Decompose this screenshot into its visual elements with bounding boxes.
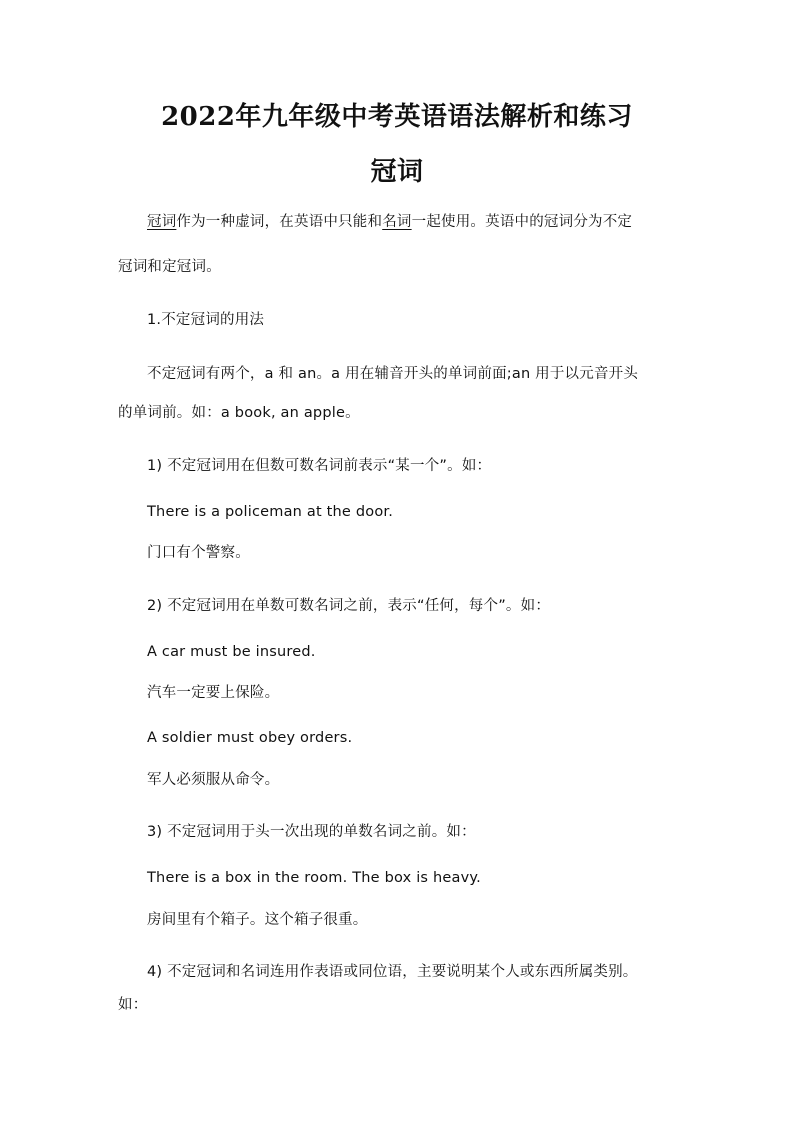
example-3-chinese: 房间里有个箱子。这个箱子很重。 (147, 912, 368, 928)
document-subtitle: 冠词 (370, 157, 424, 187)
example-2b-chinese: 军人必须服从命令。 (147, 772, 280, 788)
rule-1: 1) 不定冠词用在但数可数名词前表示“某一个”。如： (147, 458, 492, 474)
intro-segment-2: 一起使用。英语中的冠词分为不定 (411, 214, 633, 230)
rule-2: 2) 不定冠词用在单数可数名词之前，表示“任何，每个”。如： (147, 598, 551, 614)
section-heading: 1.不定冠词的用法 (147, 312, 265, 328)
example-2a-english: A car must be insured. (147, 644, 316, 660)
example-1-chinese: 门口有个警察。 (147, 545, 250, 561)
intro-segment-1: 作为一种虚词，在英语中只能和 (176, 214, 383, 230)
intro-line-1 (147, 212, 632, 232)
example-2b-english: A soldier must obey orders. (147, 730, 353, 746)
intro-line-2: 冠词和定冠词。 (118, 259, 221, 275)
rule-4-line-2: 如： (118, 997, 148, 1013)
paragraph-line-2: 的单词前。如：a book, an apple。 (118, 405, 360, 421)
paragraph-line-1: 不定冠词有两个，a 和 an。a 用在辅音开头的单词前面;an 用于以元音开头 (147, 366, 639, 382)
intro-term-noun: 名词 (382, 214, 412, 230)
example-2a-chinese: 汽车一定要上保险。 (147, 685, 280, 701)
example-3-english: There is a box in the room. The box is heavy. (147, 870, 481, 886)
rule-3: 3) 不定冠词用于头一次出现的单数名词之前。如： (147, 824, 476, 840)
document-title: 2022年九年级中考英语语法解析和练习 (161, 102, 633, 132)
example-1-english: There is a policeman at the door. (147, 504, 394, 520)
intro-term-article: 冠词 (147, 214, 177, 230)
rule-4-line-1: 4) 不定冠词和名词连用作表语或同位语，主要说明某个人或东西所属类别。 (147, 964, 638, 980)
